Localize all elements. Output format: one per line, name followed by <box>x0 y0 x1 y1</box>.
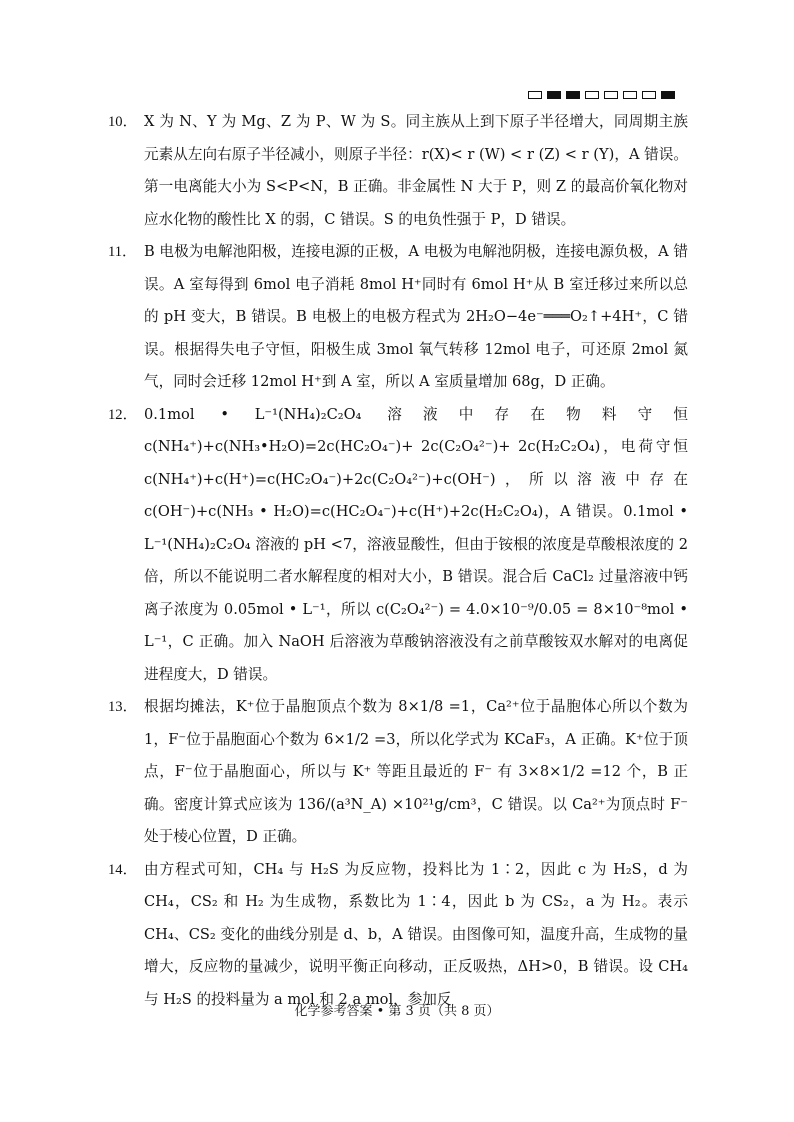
question-number: 13． <box>108 699 138 715</box>
answer-text: 根据均摊法，K⁺位于晶胞顶点个数为 8×1/8 =1，Ca²⁺位于晶胞体心所以个数为 1，F⁻位于晶胞面心个数为 6×1/2 =3，所以化学式为 KCaF₃，A 正确。K⁺位于顶点，F⁻位于晶胞面心，所以与 K⁺ 等距且最近的 F⁻ 有 3×8×1/2 =12 个，B 正确。密度计算式应该为 136/(a³N_A) ×10²¹g/cm³，C 错误。以 Ca²⁺为顶点时 F⁻处于棱心位置，D 正确。 <box>144 698 688 845</box>
page-footer: 化学参考答案 • 第 3 页（共 8 页） <box>294 1004 500 1019</box>
marker-square-outline <box>623 91 637 99</box>
question-number: 10． <box>108 114 138 130</box>
answer-page <box>108 106 688 1016</box>
marker-square-outline <box>604 91 618 99</box>
answer-item-11 <box>108 236 688 399</box>
answer-text: X 为 N、Y 为 Mg、Z 为 P、W 为 S。同主族从上到下原子半径增大，同周期主族元素从左向右原子半径减小，则原子半径：r(X)< r (W) < r (Z) < r (Y)，A 错误。第一电离能大小为 S<P<N，B 正确。非金属性 N 大于 P，则 Z 的最高价氧化物对应水化物的酸性比 X 的弱，C 错误。S 的电负性强于 P，D 错误。 <box>144 113 688 228</box>
answer-item-14 <box>108 854 688 1017</box>
question-number: 12． <box>108 406 138 423</box>
question-number: 14． <box>108 861 138 878</box>
page-marker-squares <box>528 91 675 99</box>
marker-square-filled <box>566 91 580 99</box>
answer-item-13 <box>108 691 688 854</box>
question-number: 11． <box>108 244 137 260</box>
answer-item-12 <box>108 399 688 692</box>
marker-square-outline <box>585 91 599 99</box>
answer-text: B 电极为电解池阳极，连接电源的正极，A 电极为电解池阴极，连接电源负极，A 错误。A 室每得到 6mol 电子消耗 8mol H⁺同时有 6mol H⁺从 B 室迁移过来所以总的 pH 变大，B 错误。B 电极上的电极方程式为 2H₂O−4e⁻═══O₂↑+4H⁺，C 错误。根据得失电子守恒，阳极生成 3mol 氧气转移 12mol 电子，可还原 2mol 氮气，同时会迁移 12mol H⁺到 A 室，所以 A 室质量增加 68g，D 正确。 <box>144 243 688 390</box>
marker-square-outline <box>528 91 542 99</box>
marker-square-filled <box>661 91 675 99</box>
answer-text: 0.1mol • L⁻¹(NH₄)₂C₂O₄ 溶液中存在物料守恒 c(NH₄⁺)+c(NH₃•H₂O)=2c(HC₂O₄⁻)+ 2c(C₂O₄²⁻)+ 2c(H₂C₂O₄)，电荷守恒 c(NH₄⁺)+c(H⁺)=c(HC₂O₄⁻)+2c(C₂O₄²⁻)+c(OH⁻)，所以溶液中存在 c(OH⁻)+c(NH₃ • H₂O)=c(HC₂O₄⁻)+c(H⁺)+2c(H₂C₂O₄)，A 错误。0.1mol • L⁻¹(NH₄)₂C₂O₄ 溶液的 pH <7，溶液显酸性，但由于铵根的浓度是草酸根浓度的 2 倍，所以不能说明二者水解程度的相对大小，B 错误。混合后 CaCl₂ 过量溶液中钙离子浓度为 0.05mol • L⁻¹，所以 c(C₂O₄²⁻) = 4.0×10⁻⁹/0.05 = 8×10⁻⁸mol • L⁻¹，C 正确。加入 NaOH 后溶液为草酸钠溶液没有之前草酸铵双水解对的电离促进程度大，D 错误。 <box>144 405 688 683</box>
answer-item-10 <box>108 106 688 236</box>
answer-text: 由方程式可知，CH₄ 与 H₂S 为反应物，投料比为 1∶2，因此 c 为 H₂S，d 为 CH₄，CS₂ 和 H₂ 为生成物，系数比为 1∶4，因此 b 为 CS₂，a 为 H₂。表示 CH₄、CS₂ 变化的曲线分别是 d、b，A 错误。由图像可知，温度升高，生成物的量增大，反应物的量减少，说明平衡正向移动，正反吸热，ΔH>0，B 错误。设 CH₄ 与 H₂S 的投料量为 a mol 和 2 a mol，参加反 <box>144 860 688 1008</box>
marker-square-outline <box>642 91 656 99</box>
marker-square-filled <box>547 91 561 99</box>
